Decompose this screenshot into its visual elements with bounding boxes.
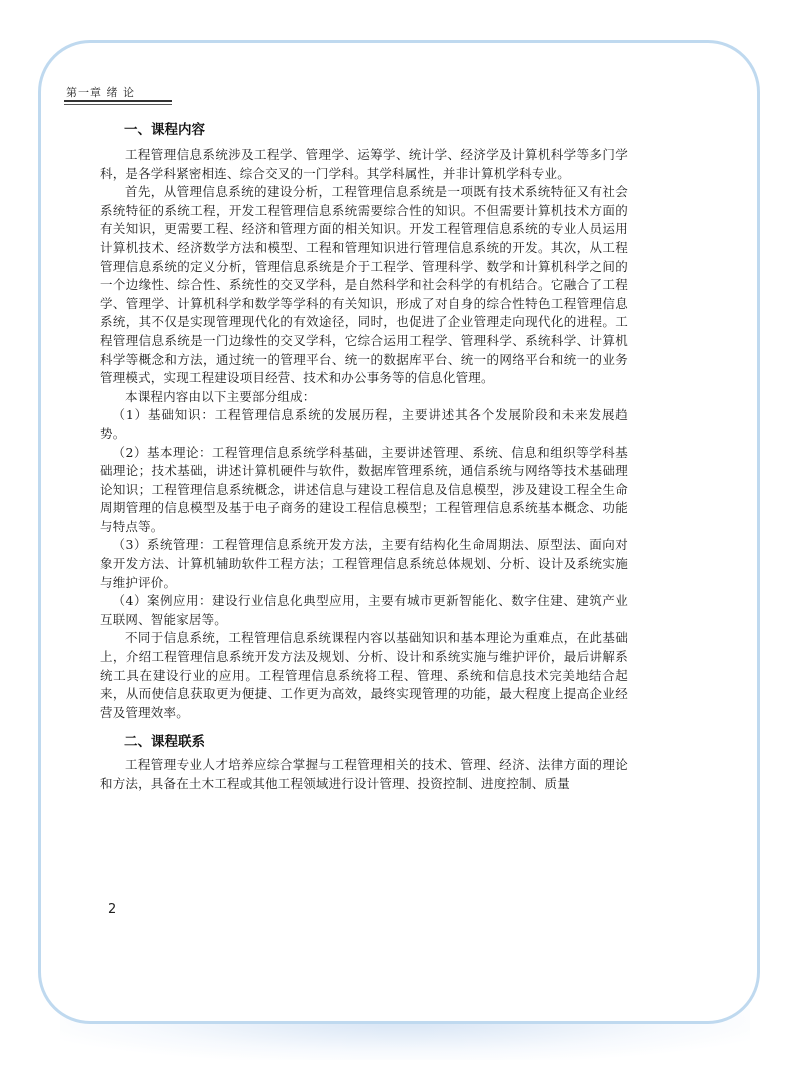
page-number: 2 (108, 902, 117, 917)
page-body (100, 118, 628, 794)
paragraph: 不同于信息系统，工程管理信息系统课程内容以基础知识和基本理论为重难点，在此基础上，介绍工程管理信息系统开发方法及规划、分析、设计和系统实施与维护评价，最后讲解系统工具在建设行业的应用。工程管理信息系统将工程、管理、系统和信息技术完美地结合起来，从而使信息获取更为便捷、工作更为高效，最终实现管理的功能，最大程度上提高企业经营及管理效率。 (100, 630, 628, 720)
section-heading-course-links: 二、课程联系 (124, 734, 205, 751)
section-heading-course-content: 一、课程内容 (124, 122, 205, 138)
paragraph: 本课程内容由以下主要部分组成： (125, 388, 316, 404)
list-item: （3）系统管理：工程管理信息系统开发方法，主要有结构化生命周期法、原型法、面向对象开发方法、计算机辅助软件工程方法；工程管理信息系统总体规划、分析、设计及系统实施与维护评价。 (100, 537, 628, 590)
list-item: （4）案例应用：建设行业信息化典型应用，主要有城市更新智能化、数字住建、建筑产业互联网、智能家居等。 (100, 593, 628, 627)
chapter-header: 第一章 绪 论 (66, 86, 135, 99)
list-item: （2）基本理论：工程管理信息系统学科基础，主要讲述管理、系统、信息和组织等学科基础理论；技术基础，讲述计算机硬件与软件，数据库管理系统，通信系统与网络等技术基础理论知识；工程管理信息系统概念，讲述信息与建设工程信息及信息模型，涉及建设工程全生命周期管理的信息模型及基于电子商务的建设工程信息模型；工程管理信息系统基本概念、功能与特点等。 (100, 444, 628, 534)
list-item: （1）基础知识：工程管理信息系统的发展历程，主要讲述其各个发展阶段和未来发展趋势。 (100, 407, 628, 441)
paragraph: 工程管理专业人才培养应综合掌握与工程管理相关的技术、管理、经济、法律方面的理论和方法，具备在土木工程或其他工程领域进行设计管理、投资控制、进度控制、质量 (100, 757, 628, 791)
paragraph: 工程管理信息系统涉及工程学、管理学、运筹学、统计学、经济学及计算机科学等多门学科，是各学科紧密相连、综合交叉的一门学科。其学科属性，并非计算机学科专业。 (100, 147, 628, 181)
paragraph: 首先，从管理信息系统的建设分析，工程管理信息系统是一项既有技术系统特征又有社会系统特征的系统工程，开发工程管理信息系统需要综合性的知识。不但需要计算机技术方面的有关知识，更需要工程、经济和管理方面的相关知识。开发工程管理信息系统的专业人员运用计算机技术、经济数学方法和模型、工程和管理知识进行管理信息系统的开发。其次，从工程管理信息系统的定义分析，管理信息系统是介于工程学、管理科学、数学和计算机科学之间的一个边缘性、综合性、系统性的交叉学科，是自然科学和社会科学的有机结合。它融合了工程学、管理学、计算机科学和数学等学科的有关知识，形成了对自身的综合性特色工程管理信息系统，其不仅是实现管理现代化的有效途径，同时，也促进了企业管理走向现代化的进程。工程管理信息系统是一门边缘性的交叉学科，它综合运用工程学、管理科学、系统科学、计算机科学等概念和方法，通过统一的管理平台、统一的数据库平台、统一的网络平台和统一的业务管理模式，实现工程建设项目经营、技术和办公事务等的信息化管理。 (100, 184, 628, 386)
header-rule-thin (64, 104, 172, 105)
header-rule (64, 100, 172, 102)
